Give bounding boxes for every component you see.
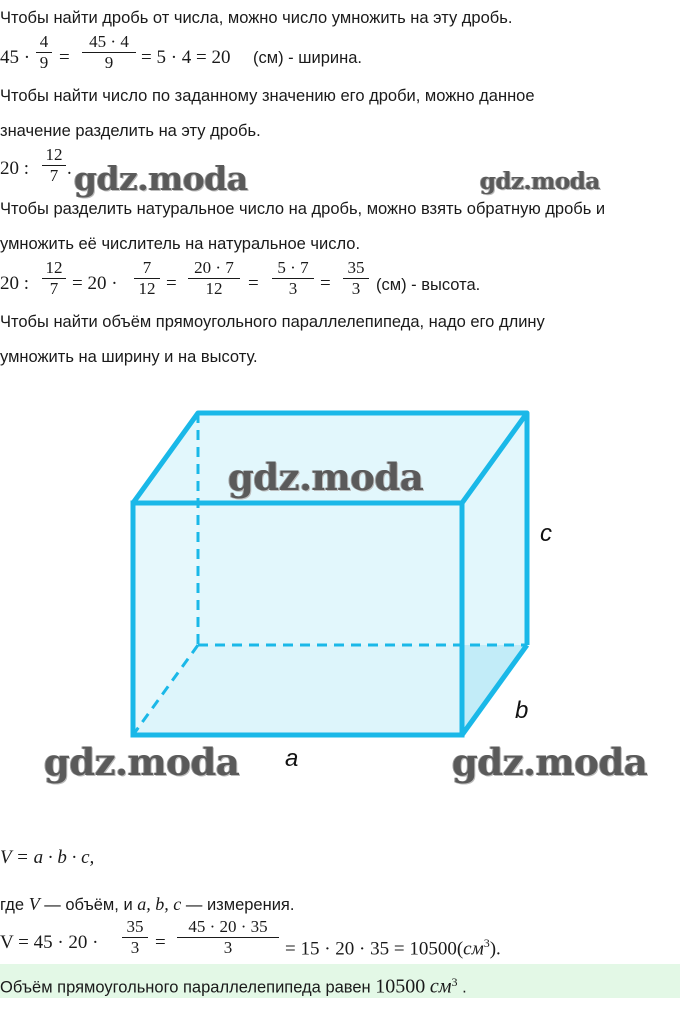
eq3-fraction-4: 5 · 7 3	[272, 259, 314, 298]
eq3-mult: = 20 ·	[72, 273, 118, 294]
volume-formula: V = a · b · c,	[0, 847, 95, 868]
eq3-start: 20 :	[0, 273, 30, 294]
text-line-2a: Чтобы найти число по заданному значению его дроби, можно данное	[0, 87, 535, 105]
text-line-2b: значение разделить на эту дробь.	[0, 122, 261, 140]
eq3-equals-2: =	[248, 273, 259, 294]
eq3-fraction-3: 20 · 7 12	[188, 259, 240, 298]
answer-box	[0, 964, 680, 998]
watermark-3: gdz.moda	[228, 455, 424, 499]
eq1-start: 45 ·	[0, 47, 31, 68]
eq1-result: = 5 · 4 = 20	[141, 47, 231, 68]
eq2-dot: .	[67, 158, 72, 179]
eq3-fraction-1: 12 7	[42, 259, 66, 298]
eq3-suffix: (см) - высота.	[376, 276, 481, 294]
eq1-suffix: (см) - ширина.	[253, 49, 362, 67]
label-c: c	[540, 520, 552, 547]
calc-result: = $15 \cdot 20 \cdot 35 = 10500(см^3)$.	[285, 936, 501, 960]
calc-fraction-1: 35 3	[122, 918, 148, 957]
watermark-4: gdz.moda	[44, 740, 240, 784]
label-b: b	[515, 697, 529, 724]
eq1-fraction-1: 4 9	[36, 33, 52, 72]
text-line-4a: Чтобы найти объём прямоугольного параллелепипеда, надо его длину	[0, 313, 545, 331]
eq3-equals-3: =	[320, 273, 331, 294]
eq2-fraction: 12 7	[42, 146, 66, 185]
label-a: a	[285, 745, 299, 772]
answer-text: Объём прямоугольного параллелепипеда равен 10500 $см^3$ .	[0, 975, 467, 998]
where-line: где V — объём, и a, b, c — измерения.	[0, 894, 295, 914]
eq2-start: 20 :	[0, 158, 30, 179]
text-line-1: Чтобы найти дробь от числа, можно число умножить на эту дробь.	[0, 9, 513, 27]
eq1-fraction-2: 45 · 4 9	[82, 33, 136, 72]
eq3-fraction-2: 7 12	[134, 259, 160, 298]
calc-start: V = 45 · 20 ·	[0, 932, 99, 953]
text-line-3a: Чтобы разделить натуральное число на дробь, можно взять обратную дробь и	[0, 200, 606, 218]
front-face	[133, 503, 462, 735]
eq3-equals-1: =	[166, 273, 177, 294]
calc-equals: =	[155, 932, 166, 953]
watermark-5: gdz.moda	[452, 740, 648, 784]
text-line-3b: умножить её числитель на натуральное число.	[0, 235, 361, 253]
watermark-2: gdz.moda	[480, 168, 600, 195]
watermark-1: gdz.moda	[74, 159, 248, 198]
eq1-equals: =	[59, 47, 70, 68]
text-line-4b: умножить на ширину и на высоту.	[0, 348, 258, 366]
calc-fraction-2: 45 · 20 · 35 3	[177, 918, 279, 957]
eq3-fraction-5: 35 3	[343, 259, 369, 298]
